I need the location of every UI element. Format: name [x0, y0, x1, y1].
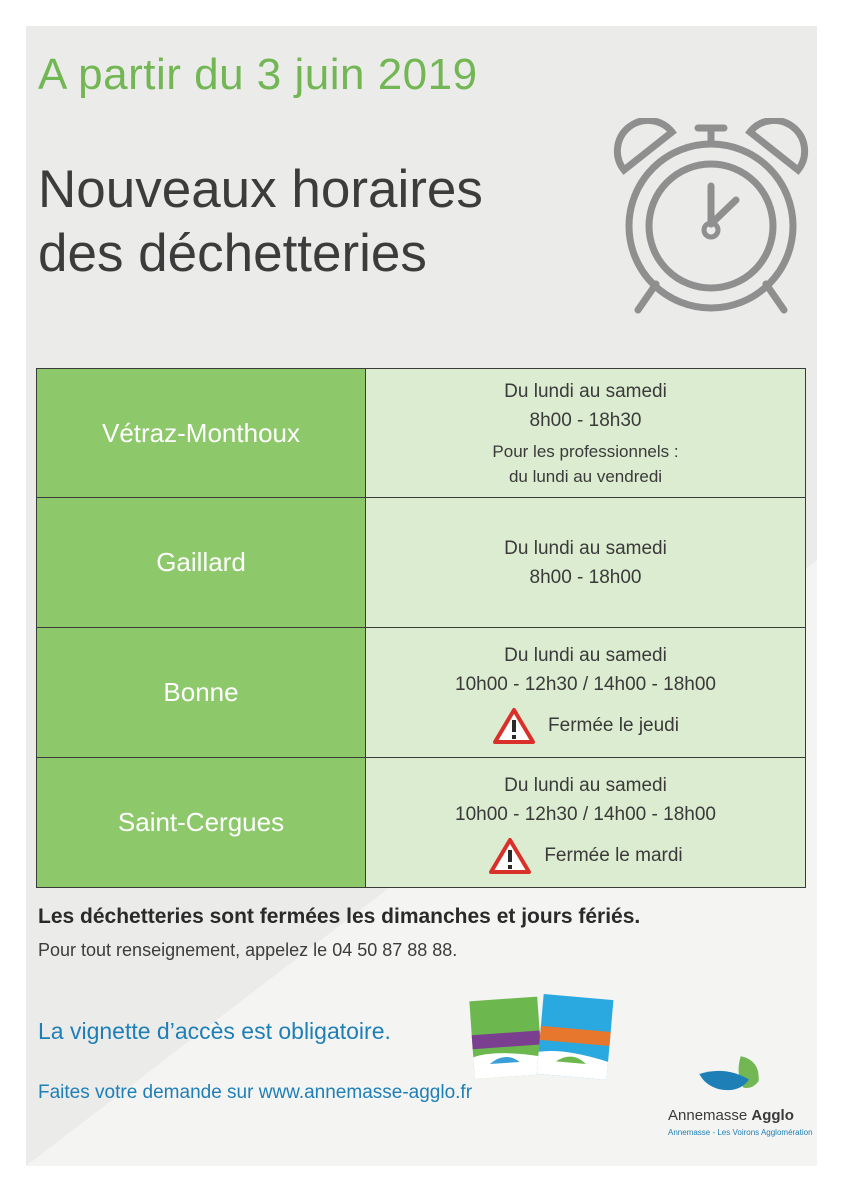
- site-name: Gaillard: [37, 498, 366, 628]
- opening-hours: 8h00 - 18h30: [529, 410, 642, 431]
- table-row: [37, 498, 806, 628]
- opening-days: Du lundi au samedi: [504, 537, 667, 559]
- schedule-table: [36, 368, 806, 888]
- pro-note-line-1: Pour les professionnels :: [492, 442, 679, 461]
- opening-days: Du lundi au samedi: [504, 774, 667, 796]
- title-line-2: des déchetteries: [38, 224, 427, 283]
- site-name: Bonne: [37, 628, 366, 758]
- alarm-clock-icon: [612, 118, 810, 318]
- closure-statement: Les déchetteries sont fermées les dimanches et jours fériés.: [38, 905, 641, 928]
- closure-notice: [366, 837, 805, 875]
- sticker-icon: [466, 993, 616, 1083]
- site-hours: [366, 628, 806, 758]
- vignette-notice: La vignette d’accès est obligatoire.: [38, 1018, 391, 1044]
- warning-icon: [492, 707, 536, 745]
- title-line-1: Nouveaux horaires: [38, 160, 483, 219]
- logo-name: Annemasse Agglo: [668, 1107, 794, 1124]
- opening-days: Du lundi au samedi: [504, 644, 667, 666]
- site-hours: [366, 498, 806, 628]
- site-hours: [366, 758, 806, 888]
- website-link[interactable]: Faites votre demande sur www.annemasse-agglo.fr: [38, 1082, 473, 1103]
- logo-tagline: Annemasse - Les Voirons Agglomération: [668, 1128, 813, 1137]
- page-title: [38, 158, 483, 286]
- pro-note-line-2: du lundi au vendredi: [508, 467, 663, 486]
- opening-hours: 10h00 - 12h30 / 14h00 - 18h00: [455, 803, 716, 825]
- site-name: Saint-Cergues: [37, 758, 366, 888]
- pro-note: [366, 439, 805, 489]
- opening-days: Du lundi au samedi: [504, 381, 667, 402]
- opening-hours: 10h00 - 12h30 / 14h00 - 18h00: [455, 673, 716, 695]
- closure-day: Fermée le jeudi: [548, 714, 679, 736]
- site-hours: [366, 369, 806, 498]
- effective-date: A partir du 3 juin 2019: [38, 50, 478, 99]
- logo-icon: [698, 1045, 798, 1103]
- warning-icon: [488, 837, 532, 875]
- table-row: [37, 369, 806, 498]
- site-name: Vétraz-Monthoux: [37, 369, 366, 498]
- closure-day: Fermée le mardi: [544, 844, 683, 866]
- closure-notice: [366, 707, 805, 745]
- table-row: [37, 628, 806, 758]
- table-row: [37, 758, 806, 888]
- annemasse-agglo-logo: [668, 1045, 813, 1145]
- contact-info: Pour tout renseignement, appelez le 04 50 87 88 88.: [38, 940, 458, 960]
- opening-hours: 8h00 - 18h00: [529, 566, 642, 588]
